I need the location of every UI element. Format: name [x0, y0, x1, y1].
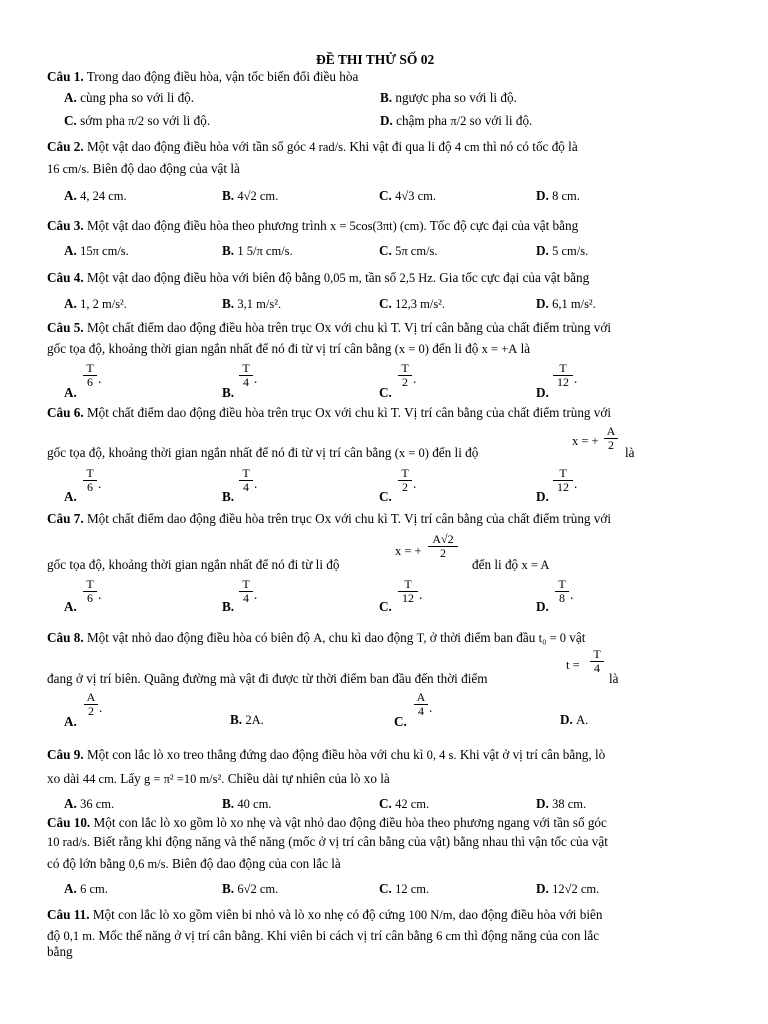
period: .: [254, 476, 258, 491]
option-math: 4, 24 cm.: [80, 189, 127, 203]
q8-option-b[interactable]: [230, 712, 264, 728]
option-letter: A.: [64, 296, 77, 311]
fraction-denominator: 4: [418, 704, 424, 718]
question-text: xo dài: [47, 771, 83, 786]
option-letter: D.: [380, 113, 393, 128]
math: 0, 4 s.: [426, 748, 457, 762]
question-11-cont: [47, 928, 599, 944]
q7-option-c[interactable]: C.: [379, 599, 392, 614]
question-text: ở thời điểm ban đầu: [426, 630, 539, 645]
option-letter: B.: [230, 712, 243, 727]
q6-option-b[interactable]: B.: [222, 489, 235, 504]
math: 4 rad/s.: [309, 140, 347, 154]
question-6: [47, 405, 611, 421]
question-text: Một chất điểm dao động điều hòa trên trục Ox với chu kì T. Vị trí cân bằng của chất điểm trùng với: [83, 405, 612, 420]
option-letter: C.: [379, 796, 392, 811]
q7-option-a-fraction: [83, 578, 97, 605]
fraction-denominator: 6: [87, 480, 93, 494]
q5-option-b[interactable]: B.: [222, 385, 235, 400]
option-math: 4√2 cm.: [237, 189, 279, 203]
q2-option-d[interactable]: [536, 188, 580, 204]
option-math: 8 cm.: [552, 189, 580, 203]
period: .: [574, 371, 578, 386]
question-10-cont: [47, 834, 608, 850]
q8-time: t =: [566, 658, 580, 672]
q4-option-c[interactable]: [379, 296, 445, 312]
question-1-label: Câu 1.: [47, 69, 84, 84]
math: (x = 0): [394, 342, 429, 356]
fraction-denominator: 2: [608, 438, 614, 452]
math: 4 cm: [454, 140, 480, 154]
option-math: π/2: [450, 114, 467, 128]
fraction-denominator: 2: [402, 480, 408, 494]
period: .: [413, 476, 417, 491]
question-text: Biên độ dao động của con lắc là: [168, 856, 341, 871]
question-2-label: Câu 2.: [47, 139, 84, 154]
question-8-cont: đang ở vị trí biên. Quãng đường mà vật đi được từ thời điểm ban đầu đến thời điểm: [47, 671, 488, 686]
math: 0,1 m.: [63, 929, 96, 943]
math: 0,6 m/s.: [128, 857, 169, 871]
question-11-cont2: bằng: [47, 944, 73, 959]
fraction-numerator: A√2: [428, 533, 458, 547]
question-text: Biên độ dao động của vật là: [89, 161, 240, 176]
period: .: [419, 587, 423, 602]
fraction-denominator: 6: [87, 591, 93, 605]
option-letter: B.: [222, 796, 235, 811]
math: 44 cm.: [82, 772, 117, 786]
q3-option-d[interactable]: [536, 243, 588, 259]
question-6-label: Câu 6.: [47, 405, 84, 420]
question-text: Một vật dao động điều hòa với biên độ bằng: [83, 270, 324, 285]
q3-option-b[interactable]: [222, 243, 293, 259]
option-letter: A.: [64, 796, 77, 811]
option-text: chậm pha: [392, 113, 451, 128]
q7-start-fraction: [428, 533, 458, 560]
question-7-cont: gốc tọa độ, khoảng thời gian ngắn nhất để nó đi từ li độ: [47, 557, 340, 572]
q2-option-c[interactable]: [379, 188, 436, 204]
question-8-label: Câu 8.: [47, 630, 84, 645]
question-5-cont: [47, 341, 530, 357]
fraction-denominator: 2: [88, 704, 94, 718]
fraction-denominator: 8: [559, 591, 565, 605]
math: x = A: [521, 558, 550, 572]
period: .: [413, 371, 417, 386]
option-math: 3,1 m/s².: [237, 297, 282, 311]
question-7-tail: [472, 557, 549, 573]
option-math: 5 cm/s.: [552, 244, 589, 258]
fraction-numerator: T: [239, 467, 253, 481]
q6-option-d[interactable]: D.: [536, 489, 549, 504]
fraction-numerator: T: [239, 578, 253, 592]
question-text: Biết rằng khi động năng và thế năng (mốc ở vị trí cân bằng của vật) bằng nhau thì vận tốc của vật: [90, 834, 608, 849]
option-math: 12,3 m/s².: [395, 297, 446, 311]
q10-option-b[interactable]: [222, 881, 278, 897]
q6-option-c-fraction: [398, 467, 412, 494]
option-letter: A.: [64, 90, 77, 105]
question-11: [47, 907, 602, 923]
q3-option-a[interactable]: [64, 243, 129, 259]
question-9-cont: [47, 771, 390, 787]
q6-option-a-fraction: [83, 467, 97, 494]
fraction-numerator: T: [398, 578, 418, 592]
option-math: 6 cm.: [80, 882, 108, 896]
option-text: sớm pha: [76, 113, 129, 128]
question-10-cont2: [47, 856, 341, 872]
period: .: [574, 476, 578, 491]
option-math: 5π cm/s.: [395, 244, 438, 258]
question-1: [47, 69, 358, 85]
period: .: [429, 700, 433, 715]
question-text: đến li độ: [428, 445, 479, 460]
option-letter: C.: [64, 113, 77, 128]
option-letter: D.: [536, 296, 549, 311]
q9-option-a[interactable]: [64, 796, 114, 812]
option-math: A.: [576, 713, 589, 727]
q4-option-b[interactable]: [222, 296, 281, 312]
option-letter: C.: [379, 188, 392, 203]
fraction-denominator: 6: [87, 375, 93, 389]
option-text: cùng pha so với li độ.: [76, 90, 195, 105]
q6-option-b-fraction: [239, 467, 253, 494]
question-5-label: Câu 5.: [47, 320, 84, 335]
option-math: 38 cm.: [552, 797, 587, 811]
question-7: [47, 511, 611, 527]
question-2: [47, 139, 578, 155]
question-4: [47, 270, 589, 286]
math: x = 5cos(3πt) (cm).: [329, 219, 427, 233]
fraction-denominator: 12: [557, 480, 569, 494]
q7-option-b[interactable]: B.: [222, 599, 235, 614]
question-5: [47, 320, 611, 336]
q7-option-b-fraction: [239, 578, 253, 605]
q1-option-d[interactable]: [380, 113, 532, 129]
q6-option-d-fraction: [553, 467, 573, 494]
option-math: 36 cm.: [80, 797, 115, 811]
math: 2,5 Hz.: [399, 271, 436, 285]
question-text: thì nó có tốc độ là: [479, 139, 578, 154]
exam-title: ĐỀ THI THỬ SỐ 02: [316, 52, 435, 67]
fraction-numerator: T: [398, 362, 412, 376]
question-text: chu kì dao động: [325, 630, 417, 645]
question-text: Một con lắc lò xo gồm viên bi nhỏ và lò xo nhẹ có độ cứng: [89, 907, 409, 922]
question-text: gốc tọa độ, khoảng thời gian ngắn nhất để nó đi từ vị trí cân bằng: [47, 341, 395, 356]
math: 0,05 m,: [323, 271, 362, 285]
q9-option-d[interactable]: [536, 796, 586, 812]
fraction-numerator: T: [239, 362, 253, 376]
q7-option-d[interactable]: D.: [536, 599, 549, 614]
question-text: đến li độ: [472, 557, 522, 572]
fraction-denominator: 12: [557, 375, 569, 389]
option-letter: B.: [222, 296, 235, 311]
question-text: là: [625, 445, 635, 460]
question-text: Một vật nhỏ dao động điều hòa có biên độ: [83, 630, 314, 645]
math: (x = 0): [394, 446, 429, 460]
q7-option-d-fraction: [555, 578, 569, 605]
question-text: Tốc độ cực đại của vật bằng: [426, 218, 579, 233]
fraction-numerator: T: [590, 648, 604, 662]
option-text: so với li độ.: [466, 113, 533, 128]
option-letter: B.: [222, 243, 235, 258]
question-3-label: Câu 3.: [47, 218, 84, 233]
option-letter: A.: [64, 243, 77, 258]
option-math: 1, 2 m/s².: [80, 297, 127, 311]
question-6-cont: [47, 445, 478, 461]
q8-option-a[interactable]: A.: [64, 714, 77, 729]
question-text: Một vật dao động điều hòa với tần số góc: [83, 139, 310, 154]
q1-option-b[interactable]: [380, 90, 517, 106]
question-text: là: [517, 341, 531, 356]
math: T,: [416, 631, 427, 645]
question-3: [47, 218, 578, 234]
q7-option-a[interactable]: A.: [64, 599, 77, 614]
fraction-denominator: 2: [440, 546, 446, 560]
question-text: Một vật dao động điều hòa theo phương trình: [83, 218, 330, 233]
question-7-label: Câu 7.: [47, 511, 84, 526]
q4-option-d[interactable]: [536, 296, 596, 312]
option-letter: A.: [64, 881, 77, 896]
question-1-text: Trong dao động điều hòa, vận tốc biến đổi điều hòa: [83, 69, 359, 84]
option-math: π/2: [128, 114, 145, 128]
fraction-numerator: T: [83, 578, 97, 592]
option-math: 1 5/π cm/s.: [237, 244, 293, 258]
q6-target-fraction: [604, 425, 618, 452]
fraction-numerator: T: [553, 362, 573, 376]
q7-start-position: x = +: [395, 544, 422, 558]
math: x = +A: [481, 342, 518, 356]
q5-option-b-fraction: [239, 362, 253, 389]
q10-option-c[interactable]: [379, 881, 429, 897]
question-text: Một con lắc lò xo gồm lò xo nhẹ và vật nhỏ dao động điều hòa theo phương ngang với tần số góc: [90, 815, 607, 830]
option-letter: B.: [222, 188, 235, 203]
question-9: [47, 747, 605, 763]
option-letter: D.: [560, 712, 573, 727]
period: .: [98, 587, 102, 602]
math: 10 rad/s.: [47, 835, 91, 849]
fraction-denominator: 4: [243, 480, 249, 494]
q7-option-c-fraction: [398, 578, 418, 605]
option-math: 2A.: [245, 713, 264, 727]
option-letter: A.: [64, 188, 77, 203]
question-text: gốc tọa độ, khoảng thời gian ngắn nhất để nó đi từ vị trí cân bằng: [47, 445, 395, 460]
question-10: [47, 815, 607, 831]
q8-option-a-fraction: [84, 691, 98, 718]
question-text: độ: [47, 928, 64, 943]
q6-target-position: x = +: [572, 434, 599, 448]
fraction-numerator: A: [604, 425, 618, 439]
question-text: là: [609, 671, 619, 686]
option-text: ngược pha so với li độ.: [392, 90, 517, 105]
question-text: Một chất điểm dao động điều hòa trên trục Ox với chu kì T. Vị trí cân bằng của chất điểm trùng với: [83, 320, 612, 335]
fraction-denominator: 2: [402, 375, 408, 389]
question-10-label: Câu 10.: [47, 815, 91, 830]
option-letter: D.: [536, 796, 549, 811]
q5-option-c[interactable]: C.: [379, 385, 392, 400]
fraction-denominator: 4: [243, 375, 249, 389]
fraction-numerator: T: [83, 362, 97, 376]
period: .: [99, 700, 103, 715]
option-letter: D.: [536, 188, 549, 203]
option-letter: B.: [380, 90, 393, 105]
question-text: Một chất điểm dao động điều hòa trên trục Ox với chu kì T. Vị trí cân bằng của chất điểm trùng với: [83, 511, 612, 526]
question-text: đến li độ: [428, 341, 482, 356]
question-text: có độ lớn bằng: [47, 856, 129, 871]
q2-option-b[interactable]: [222, 188, 278, 204]
q8-option-d[interactable]: [560, 712, 588, 728]
q4-option-a[interactable]: [64, 296, 127, 312]
q9-option-c[interactable]: [379, 796, 429, 812]
period: .: [254, 371, 258, 386]
q8-time-fraction: [590, 648, 604, 675]
question-8: [47, 630, 585, 646]
period: .: [254, 587, 258, 602]
fraction-denominator: 4: [594, 661, 600, 675]
question-4-label: Câu 4.: [47, 270, 84, 285]
question-9-label: Câu 9.: [47, 747, 84, 762]
math: 100 N/m,: [408, 908, 456, 922]
option-letter: D.: [536, 243, 549, 258]
option-math: 42 cm.: [395, 797, 430, 811]
q5-option-c-fraction: [398, 362, 412, 389]
fraction-denominator: 4: [243, 591, 249, 605]
question-text: Mốc thế năng ở vị trí cân bằng. Khi viên bi cách vị trí cân bằng: [95, 928, 437, 943]
question-text: tần số: [361, 270, 400, 285]
q10-option-a[interactable]: [64, 881, 108, 897]
q5-option-a-fraction: [83, 362, 97, 389]
math: 6 cm: [436, 929, 461, 943]
fraction-numerator: A: [414, 691, 428, 705]
option-letter: D.: [536, 881, 549, 896]
question-text: Lấy: [116, 771, 145, 786]
option-math: 6√2 cm.: [237, 882, 279, 896]
option-math: 40 cm.: [237, 797, 272, 811]
math: g = π² =10 m/s².: [144, 772, 225, 786]
option-math: 15π cm/s.: [80, 244, 129, 258]
math: 16 cm/s.: [47, 162, 90, 176]
question-text: Một con lắc lò xo treo thẳng đứng dao động điều hòa với chu kì: [83, 747, 427, 762]
option-letter: C.: [379, 881, 392, 896]
option-math: 12√2 cm.: [552, 882, 600, 896]
option-math: 6,1 m/s².: [552, 297, 596, 311]
option-text: so với li độ.: [144, 113, 211, 128]
question-text: Chiều dài tự nhiên của lò xo là: [224, 771, 390, 786]
option-math: 12 cm.: [395, 882, 430, 896]
option-letter: B.: [222, 881, 235, 896]
question-text: Khi vật ở vị trí cân bằng, lò: [456, 747, 606, 762]
q9-option-b[interactable]: [222, 796, 271, 812]
fraction-numerator: T: [83, 467, 97, 481]
q5-option-a[interactable]: A.: [64, 385, 77, 400]
math: t₀ = 0: [538, 631, 566, 645]
period: .: [570, 587, 574, 602]
q3-option-c[interactable]: [379, 243, 438, 259]
fraction-denominator: 12: [402, 591, 414, 605]
fraction-numerator: A: [84, 691, 98, 705]
period: .: [98, 476, 102, 491]
option-letter: C.: [379, 296, 392, 311]
q6-option-a[interactable]: A.: [64, 489, 77, 504]
q6-option-c[interactable]: C.: [379, 489, 392, 504]
fraction-numerator: T: [553, 467, 573, 481]
question-text: thì động năng của con lắc: [460, 928, 600, 943]
q2-option-a[interactable]: [64, 188, 127, 204]
question-text: Khi vật đi qua li độ: [346, 139, 455, 154]
question-text: Gia tốc cực đại của vật bằng: [435, 270, 590, 285]
fraction-numerator: T: [555, 578, 569, 592]
q10-option-d[interactable]: [536, 881, 599, 897]
fraction-numerator: T: [398, 467, 412, 481]
q8-option-c[interactable]: C.: [394, 714, 407, 729]
option-math: 4√3 cm.: [395, 189, 437, 203]
option-letter: C.: [379, 243, 392, 258]
period: .: [98, 371, 102, 386]
q8-option-c-fraction: [414, 691, 428, 718]
q5-option-d[interactable]: D.: [536, 385, 549, 400]
question-2-cont: [47, 161, 240, 177]
q1-option-a[interactable]: [64, 90, 194, 106]
math: A,: [313, 631, 326, 645]
question-text: vật: [566, 630, 586, 645]
q1-option-c[interactable]: [64, 113, 210, 129]
q5-option-d-fraction: [553, 362, 573, 389]
question-11-label: Câu 11.: [47, 907, 90, 922]
question-text: dao động điều hòa với biên: [455, 907, 603, 922]
